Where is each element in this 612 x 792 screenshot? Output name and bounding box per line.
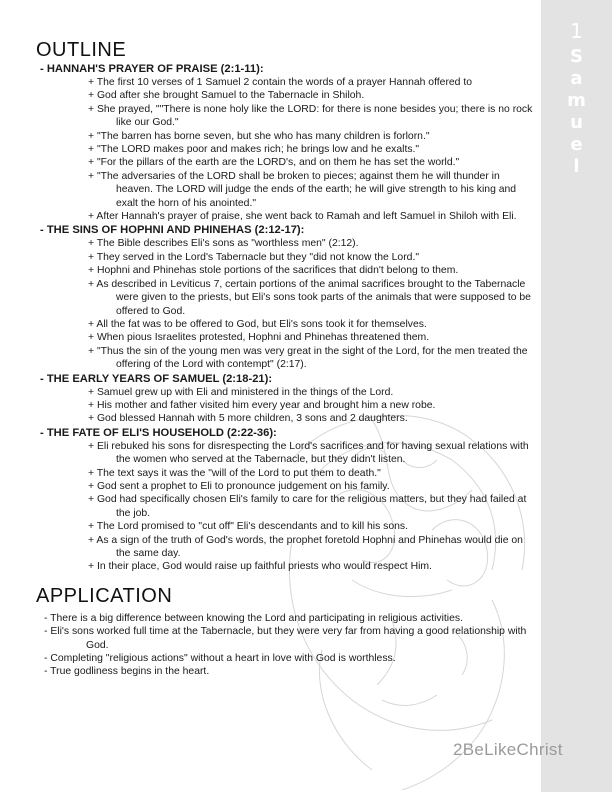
list-item: + After Hannah's prayer of praise, she went back to Ramah and left Samuel in Shiloh with Eli.	[78, 210, 536, 223]
list-item: + His mother and father visited him every year and brought him a new robe.	[78, 399, 536, 412]
book-title-letter: e	[570, 134, 583, 155]
list-item: - Eli's sons worked full time at the Tabernacle, but they were very far from having a good relationship with God.	[40, 625, 536, 652]
list-item: + She prayed, ""There is none holy like the LORD: for there is none besides you; there is no rock like our God."	[78, 103, 536, 130]
application-list	[40, 612, 536, 679]
book-title-letter: l	[573, 156, 580, 177]
list-item: + God blessed Hannah with 5 more children, 3 sons and 2 daughters.	[78, 412, 536, 425]
section-points	[78, 440, 536, 574]
section-points	[78, 76, 536, 223]
page-content	[36, 38, 536, 679]
outline-heading: OUTLINE	[36, 39, 127, 61]
list-item: + All the fat was to be offered to God, but Eli's sons took it for themselves.	[78, 318, 536, 331]
application-heading: APPLICATION	[36, 584, 173, 607]
section-title: - THE FATE OF ELI'S HOUSEHOLD (2:22-36):	[40, 426, 277, 439]
outline-section	[36, 426, 536, 574]
list-item: + Eli rebuked his sons for disrespecting the Lord's sacrifices and for having sexual relations with the women who served at the Tabernacle, but they didn't listen.	[78, 440, 536, 467]
list-item: + God sent a prophet to Eli to pronounce judgement on his family.	[78, 480, 536, 493]
side-title-band	[541, 0, 612, 792]
book-number: 1	[570, 19, 583, 43]
list-item: + They served in the Lord's Tabernacle but they "did not know the Lord."	[78, 251, 536, 264]
list-item: + "The barren has borne seven, but she who has many children is forlorn."	[78, 130, 536, 143]
outline-section	[36, 62, 536, 223]
section-points	[78, 237, 536, 371]
list-item: + God after she brought Samuel to the Tabernacle in Shiloh.	[78, 89, 536, 102]
section-title: - HANNAH'S PRAYER OF PRAISE (2:1-11):	[40, 63, 264, 75]
list-item: + "For the pillars of the earth are the LORD's, and on them he has set the world."	[78, 156, 536, 169]
book-title-letter: S	[570, 46, 583, 67]
outline-section	[36, 372, 536, 426]
list-item: + God had specifically chosen Eli's family to care for the religious matters, but they had failed at the job.	[78, 493, 536, 520]
section-title: - THE EARLY YEARS OF SAMUEL (2:18-21):	[40, 372, 273, 385]
list-item: - True godliness begins in the heart.	[40, 665, 536, 678]
list-item: + When pious Israelites protested, Hophni and Phinehas threatened them.	[78, 331, 536, 344]
list-item: + "The LORD makes poor and makes rich; he brings low and he exalts."	[78, 143, 536, 156]
section-title: - THE SINS OF HOPHNI AND PHINEHAS (2:12-17):	[40, 224, 305, 237]
section-points	[78, 386, 536, 426]
list-item: + The Lord promised to "cut off" Eli's descendants and to kill his sons.	[78, 520, 536, 533]
list-item: + Hophni and Phinehas stole portions of the sacrifices that didn't belong to them.	[78, 264, 536, 277]
book-title-vertical	[541, 20, 612, 178]
list-item: + In their place, God would raise up faithful priests who would respect Him.	[78, 560, 536, 573]
list-item: + As a sign of the truth of God's words, the prophet foretold Hophni and Phinehas would die on the same day.	[78, 534, 536, 561]
brand-watermark: 2BeLikeChrist	[453, 740, 563, 759]
outline-section	[36, 223, 536, 371]
book-title-letter: u	[570, 112, 583, 133]
list-item: + The Bible describes Eli's sons as "worthless men" (2:12).	[78, 237, 536, 250]
list-item: + The text says it was the "will of the Lord to put them to death."	[78, 467, 536, 480]
list-item: + "The adversaries of the LORD shall be broken to pieces; against them he will thunder in heaven. The LORD will judge the ends of the earth; he will give strength to his king and exalt the horn of his anointed."	[78, 170, 536, 210]
list-item: + Samuel grew up with Eli and ministered in the things of the Lord.	[78, 386, 536, 399]
list-item: - Completing "religious actions" without a heart in love with God is worthless.	[40, 652, 536, 665]
list-item: + As described in Leviticus 7, certain portions of the animal sacrifices brought to the Tabernacle were given to the priests, but Eli's sons took parts of the animals that were supposed to be offered to God.	[78, 278, 536, 318]
list-item: + The first 10 verses of 1 Samuel 2 contain the words of a prayer Hannah offered to	[78, 76, 536, 89]
book-title-letter: m	[567, 90, 586, 111]
list-item: + "Thus the sin of the young men was very great in the sight of the Lord, for the men treated the offering of the Lord with contempt" (2:17).	[78, 345, 536, 372]
list-item: - There is a big difference between knowing the Lord and participating in religious activities.	[40, 612, 536, 625]
book-title-letter: a	[570, 68, 583, 89]
